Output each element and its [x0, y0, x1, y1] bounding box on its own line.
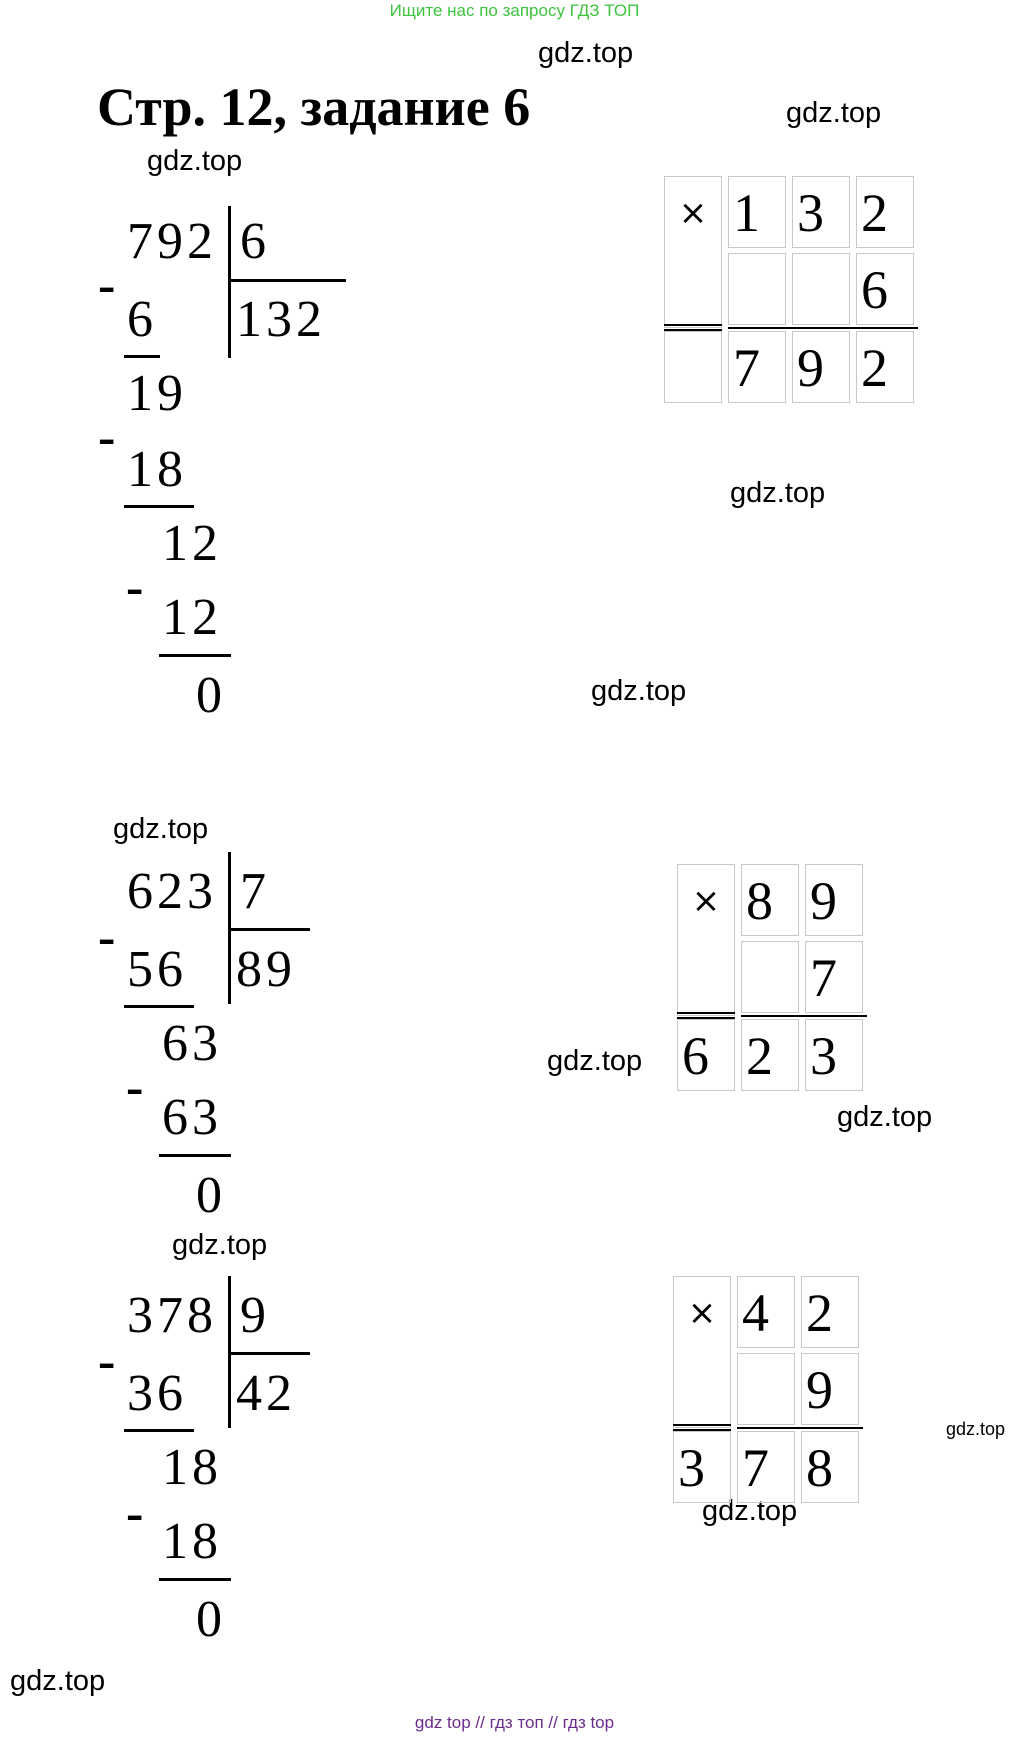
watermark: gdz.top: [547, 1045, 643, 1077]
subtrahend: 18: [162, 1513, 222, 1570]
watermark: gdz.top: [172, 1229, 268, 1261]
subtraction-line: [159, 1578, 231, 1581]
final-remainder: 0: [196, 1591, 226, 1648]
divisor: 7: [240, 863, 270, 920]
subtraction-line: [124, 1005, 194, 1008]
digit: [737, 1353, 795, 1425]
watermark: gdz.top: [591, 675, 687, 707]
digit: [792, 253, 850, 325]
digit: 3: [673, 1431, 731, 1503]
divisor: 6: [240, 213, 270, 270]
remainder: 12: [162, 515, 222, 572]
subtrahend: 12: [162, 589, 222, 646]
subtraction-line: [124, 505, 194, 508]
digit: 7: [728, 331, 786, 403]
minus-sign: -: [126, 559, 144, 616]
digit: 6: [856, 253, 914, 325]
watermark: gdz.top: [730, 477, 826, 509]
dividend: 378: [127, 1287, 217, 1344]
watermark: gdz.top: [10, 1665, 106, 1697]
quotient: 132: [236, 291, 326, 348]
subtrahend: 56: [127, 941, 187, 998]
digit: 2: [801, 1276, 859, 1348]
dividend: 623: [127, 863, 217, 920]
subtrahend: 63: [162, 1089, 222, 1146]
subtrahend: 6: [127, 291, 157, 348]
watermark: gdz.top: [702, 1495, 798, 1527]
digit: 3: [792, 176, 850, 248]
remainder: 19: [127, 365, 187, 422]
quotient-line: [230, 279, 346, 282]
digit: 1: [728, 176, 786, 248]
digit: [728, 253, 786, 325]
minus-sign: -: [98, 909, 116, 966]
final-remainder: 0: [196, 667, 226, 724]
final-remainder: 0: [196, 1167, 226, 1224]
watermark: gdz.top: [147, 145, 243, 177]
quotient: 42: [236, 1365, 296, 1422]
remainder: 63: [162, 1015, 222, 1072]
result-line: [677, 1012, 735, 1014]
digit: 7: [805, 941, 863, 1013]
minus-sign: -: [126, 1485, 144, 1542]
subtraction-line: [159, 654, 231, 657]
digit: 4: [737, 1276, 795, 1348]
subtrahend: 18: [127, 441, 187, 498]
digit: 2: [856, 176, 914, 248]
result-line: [673, 1424, 731, 1426]
result-line: [741, 1015, 867, 1017]
result-line: [728, 327, 918, 329]
watermark: gdz.top: [538, 37, 634, 69]
divisor: 9: [240, 1287, 270, 1344]
search-banner: Ищите нас по запросу ГДЗ ТОП: [389, 1, 640, 20]
multiply-sign: ×: [664, 176, 722, 328]
minus-sign: -: [98, 1333, 116, 1390]
digit: 9: [792, 331, 850, 403]
subtrahend: 36: [127, 1365, 187, 1422]
quotient-line: [230, 928, 310, 931]
watermark: gdz.top: [113, 813, 209, 845]
footer-links: gdz top // гдз топ // гдз top: [414, 1713, 615, 1732]
minus-sign: -: [98, 409, 116, 466]
watermark: gdz.top: [837, 1101, 933, 1133]
result-line: [664, 324, 722, 326]
minus-sign: -: [126, 1059, 144, 1116]
quotient-line: [230, 1352, 310, 1355]
watermark: gdz.top: [946, 1419, 1006, 1439]
digit: 8: [801, 1431, 859, 1503]
digit: [741, 941, 799, 1013]
digit: 7: [737, 1431, 795, 1503]
subtraction-line: [124, 355, 160, 358]
quotient: 89: [236, 941, 296, 998]
digit: [664, 331, 722, 403]
digit: 2: [741, 1019, 799, 1091]
remainder: 18: [162, 1439, 222, 1496]
minus-sign: -: [98, 257, 116, 314]
multiply-sign: ×: [673, 1276, 731, 1428]
multiply-sign: ×: [677, 864, 735, 1016]
result-line: [737, 1427, 863, 1429]
subtraction-line: [124, 1429, 194, 1432]
watermark: gdz.top: [786, 97, 882, 129]
page-title: Стр. 12, задание 6: [97, 77, 531, 137]
subtraction-line: [159, 1154, 231, 1157]
digit: 2: [856, 331, 914, 403]
digit: 9: [801, 1353, 859, 1425]
digit: 9: [805, 864, 863, 936]
digit: 6: [677, 1019, 735, 1091]
dividend: 792: [127, 213, 217, 270]
digit: 8: [741, 864, 799, 936]
division-bar: [228, 206, 231, 358]
digit: 3: [805, 1019, 863, 1091]
